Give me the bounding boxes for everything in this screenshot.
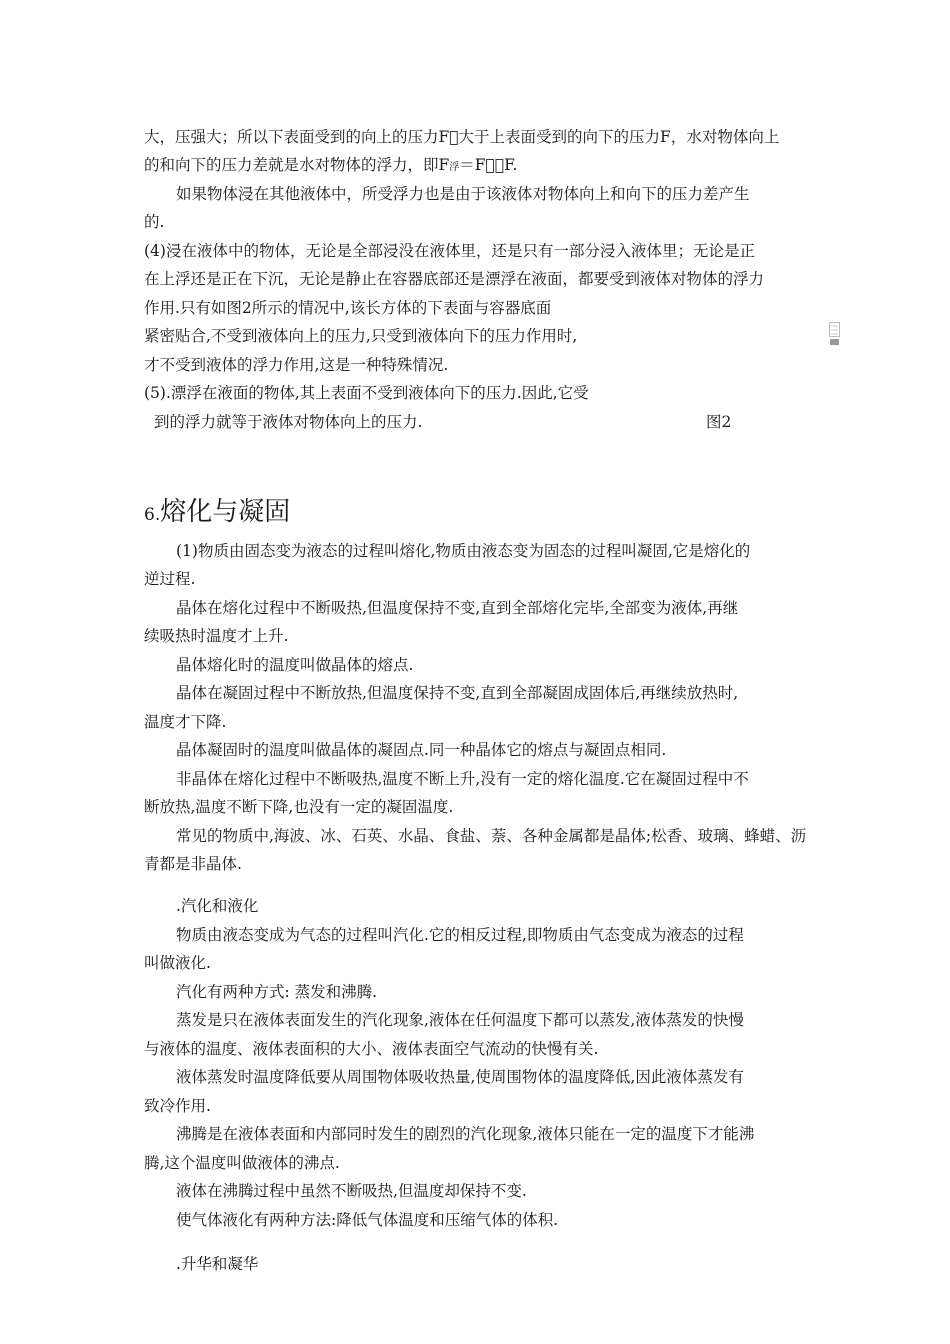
text-line: 晶体凝固时的温度叫做晶体的凝固点.同一种晶体它的熔点与凝固点相同. [176,741,667,759]
text-line: 续吸热时温度才上升. [144,627,289,645]
section-heading [144,496,290,531]
text-line: 使气体液化有两种方法:降低气体温度和压缩气体的体积. [176,1211,559,1229]
text-line: 常见的物质中,海波、冰、石英、水晶、食盐、萘、各种金属都是晶体;松香、玻璃、蜂蜡、沥 [176,827,807,845]
subsection-heading: .升华和凝华 [176,1255,259,1273]
subsection-heading: .汽化和液化 [176,897,259,915]
section-number: 6. [144,505,161,525]
text-line: 才不受到液体的浮力作用,这是一种特殊情况. [144,356,449,374]
text-line: 沸腾是在液体表面和内部同时发生的剧烈的汽化现象,液体只能在一定的温度下才能沸 [176,1125,755,1143]
figure-2-image [829,322,840,346]
text-line: 致冷作用. [144,1097,211,1115]
text-line: 的. [144,213,165,231]
text-line: 晶体在熔化过程中不断吸热,但温度保持不变,直到全部熔化完毕,全部变为液体,再继 [176,599,739,617]
formula-F-buoyancy: F浮＝F －F. [438,156,518,174]
text-line: 温度才下降. [144,713,227,731]
text-fragment: 的和向下的压力差就是水对物体的浮力，即 [144,156,439,174]
text-line: 液体蒸发时温度降低要从周围物体吸收热量,使周围物体的温度降低,因此液体蒸发有 [176,1068,744,1086]
text-line: 断放热,温度不断下降,也没有一定的凝固温度. [144,798,454,816]
text-line: (5).漂浮在液面的物体,其上表面不受到液体向下的压力.因此,它受 [144,384,589,402]
text-line: 叫做液化. [144,954,211,972]
text-line: 紧密贴合,不受到液体向上的压力,只受到液体向下的压力作用时, [144,327,578,345]
text-line: 与液体的温度、液体表面积的大小、液体表面空气流动的快慢有关. [144,1040,599,1058]
text-line: 作用.只有如图2所示的情况中,该长方体的下表面与容器底面 [144,299,552,317]
text-line: 汽化有两种方式: 蒸发和沸腾. [176,983,378,1001]
text-line: 腾,这个温度叫做液体的沸点. [144,1154,340,1172]
text-line: (4)浸在液体中的物体，无论是全部浸没在液体里，还是只有一部分浸入液体里；无论是正 [144,242,755,260]
text-line: 在上浮还是正在下沉，无论是静止在容器底部还是漂浮在液面，都要受到液体对物体的浮力 [144,270,765,288]
text-line: 逆过程. [144,570,196,588]
text-line: 大，压强大；所以下表面受到的向上的压力F 大于上表面受到的向下的压力F，水对物体向上 [144,128,780,146]
text-line: 青都是非晶体. [144,855,242,873]
figure-caption: 图2 [706,413,732,431]
text-line: 晶体熔化时的温度叫做晶体的熔点. [176,656,414,674]
text-line: (1)物质由固态变为液态的过程叫熔化,物质由液态变为固态的过程叫凝固,它是熔化的 [176,542,751,560]
text-line [144,155,517,178]
text-line: 到的浮力就等于液体对物体向上的压力. [154,413,423,431]
text-line: 如果物体浸在其他液体中，所受浮力也是由于该液体对物体向上和向下的压力差产生 [176,185,750,203]
text-line: 晶体在凝固过程中不断放热,但温度保持不变,直到全部凝固成固体后,再继续放热时, [176,684,739,702]
text-line: 非晶体在熔化过程中不断吸热,温度不断上升,没有一定的熔化温度.它在凝固过程中不 [176,770,749,788]
section-title: 熔化与凝固 [160,497,291,527]
text-line: 蒸发是只在液体表面发生的汽化现象,液体在任何温度下都可以蒸发,液体蒸发的快慢 [176,1011,744,1029]
text-line: 液体在沸腾过程中虽然不断吸热,但温度却保持不变. [176,1182,527,1200]
text-line: 物质由液态变成为气态的过程叫汽化.它的相反过程,即物质由气态变成为液态的过程 [176,926,744,944]
